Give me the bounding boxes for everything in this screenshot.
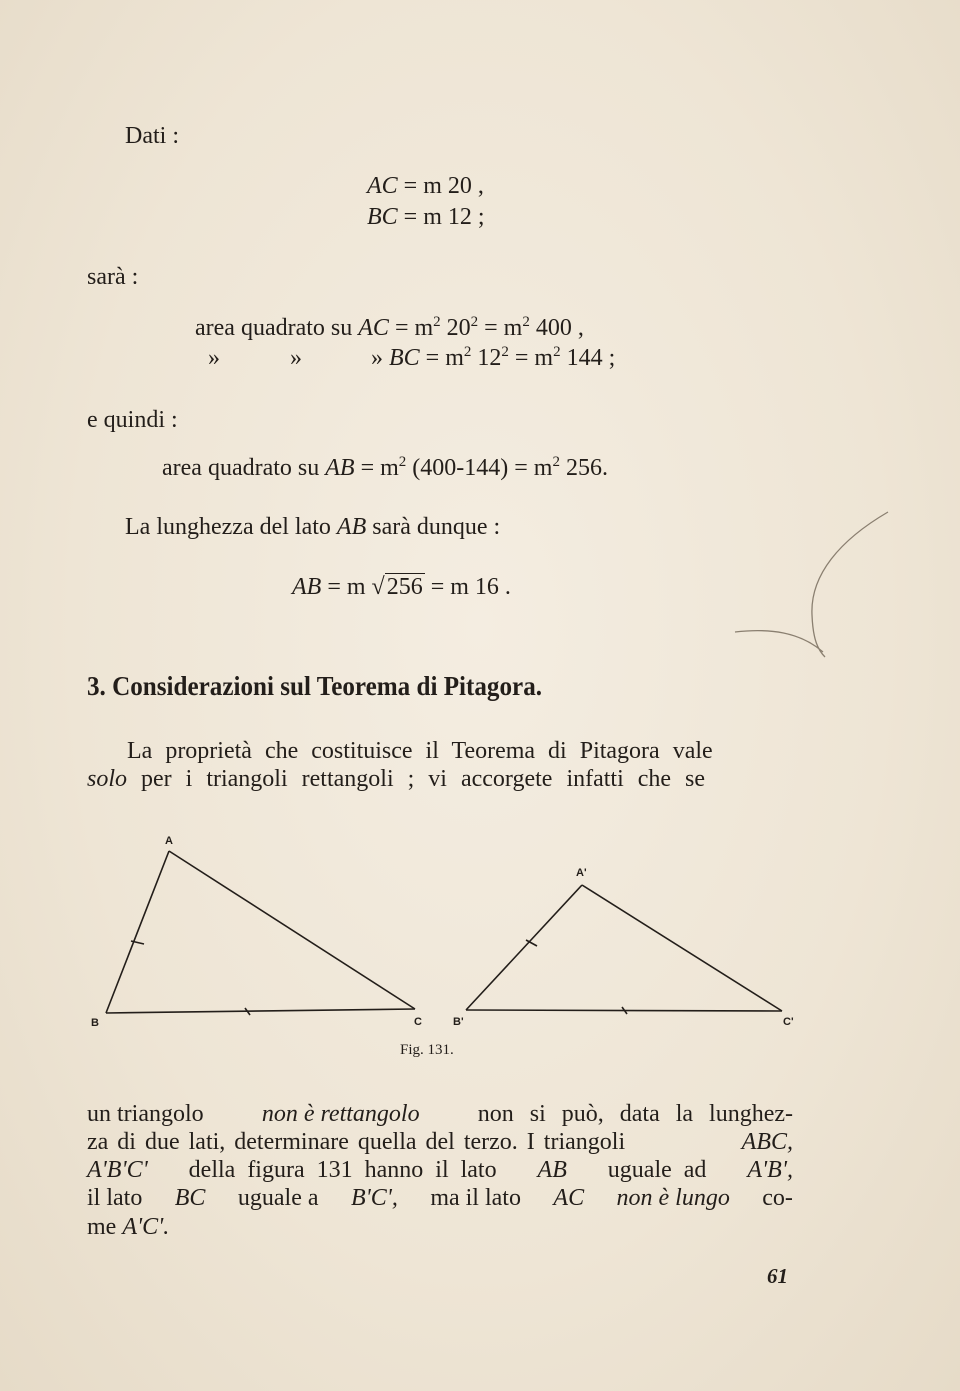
pencil-mark xyxy=(812,512,888,657)
para2-text: za di due lati, determinare quella del terzo. I triangoli xyxy=(87,1129,626,1155)
segment-ac: AC xyxy=(553,1185,585,1211)
para2-line2 xyxy=(87,1127,793,1157)
para2-text: uguale ad xyxy=(607,1157,707,1183)
vertex-label-c-prime: C' xyxy=(783,1016,794,1028)
vertex-label-b-prime: B' xyxy=(453,1016,464,1028)
vertex-label-b: B xyxy=(91,1017,99,1029)
segment-a-prime-b-prime: A'B', xyxy=(747,1157,793,1183)
area-ac-mid: 20 xyxy=(440,315,471,341)
area-ab-eq: = m xyxy=(360,455,399,481)
emphasis-non-e-lungo: non è lungo xyxy=(616,1185,730,1211)
emphasis-solo: solo xyxy=(87,766,128,792)
area-bc-mid: 12 xyxy=(471,345,502,371)
area-ac-eq: = m xyxy=(394,315,434,341)
para2-text: me xyxy=(87,1214,117,1240)
dati-label: Dati : xyxy=(125,123,179,149)
segment-a-prime-c-prime: A'C'. xyxy=(122,1214,170,1240)
para2-text: uguale a xyxy=(237,1185,319,1211)
lunghezza-text-2: sarà dunque : xyxy=(372,514,501,540)
given-ac-value: = m 20 , xyxy=(403,173,484,199)
segment-ab: AB xyxy=(537,1157,567,1183)
result-value: = m 16 . xyxy=(430,574,511,600)
para2-text: il lato xyxy=(87,1185,143,1211)
result-eq: = m xyxy=(327,574,366,600)
vertex-label-a: A xyxy=(165,835,173,847)
segment-bc: BC xyxy=(174,1185,206,1211)
segment-abc: ABC, xyxy=(741,1129,793,1155)
area-bc-end: = m xyxy=(508,345,554,371)
given-bc-value: = m 12 ; xyxy=(403,204,485,230)
exp: 2 xyxy=(553,344,561,360)
radical-sign-icon: √ xyxy=(371,574,385,600)
area-bc-segment: BC xyxy=(389,345,420,371)
sara-label: sarà : xyxy=(87,264,139,290)
ditto-mark-3: » xyxy=(371,345,383,371)
segment-a-prime-b-prime-c-prime: A'B'C' xyxy=(87,1157,148,1183)
side-a-prime-b-prime xyxy=(466,885,582,1010)
section-title: Considerazioni sul Teorema di Pitagora. xyxy=(112,671,543,701)
area-ac-segment: AC xyxy=(358,315,389,341)
exp: 2 xyxy=(463,344,472,360)
area-ac-prefix: area quadrato su xyxy=(195,315,353,341)
area-ab-segment: AB xyxy=(325,455,355,481)
para2-line1 xyxy=(87,1099,793,1129)
exp: 2 xyxy=(552,454,560,470)
ditto-mark-1: » xyxy=(208,345,220,371)
ditto-mark-2: » xyxy=(290,345,302,371)
lunghezza-segment: AB xyxy=(336,514,367,540)
pencil-mark-2 xyxy=(735,631,823,652)
area-ab-value: 256. xyxy=(559,455,608,481)
area-bc-eq: = m xyxy=(425,345,464,371)
area-ac-value: 400 , xyxy=(529,315,584,341)
figure-caption: Fig. 131. xyxy=(400,1042,454,1058)
para2-text: non si può, data la lunghez- xyxy=(477,1101,793,1127)
segment-bc: BC xyxy=(367,204,398,230)
side-ab xyxy=(106,851,169,1013)
area-ac-end: = m xyxy=(478,315,523,341)
vertex-label-a-prime: A' xyxy=(576,867,587,879)
area-bc-value: 144 ; xyxy=(560,345,616,371)
para2-line3 xyxy=(87,1155,793,1185)
vertex-label-c: C xyxy=(414,1016,422,1028)
page-number: 61 xyxy=(767,1264,788,1288)
segment-ac: AC xyxy=(367,173,398,199)
exp: 2 xyxy=(398,454,407,470)
triangle-abc xyxy=(106,851,415,1015)
side-bc xyxy=(106,1009,415,1013)
para2-text: co- xyxy=(762,1185,793,1211)
para2-text: un triangolo xyxy=(87,1101,204,1127)
para1-line1-text: La proprietà che costituisce il Teorema di Pitagora vale xyxy=(127,738,713,764)
emphasis-non-rettangolo: non è rettangolo xyxy=(261,1101,420,1127)
quindi-label: e quindi : xyxy=(87,407,178,433)
para2-line4 xyxy=(87,1183,793,1213)
area-ab-paren: (400-144) = m xyxy=(406,455,553,481)
para2-line5 xyxy=(87,1212,169,1242)
radicand: 256 xyxy=(386,574,423,600)
triangle-a-prime-b-prime-c-prime xyxy=(466,885,782,1014)
exp: 2 xyxy=(470,314,479,330)
exp: 2 xyxy=(501,344,509,360)
exp: 2 xyxy=(522,314,530,330)
side-a-prime-c-prime xyxy=(582,885,782,1011)
para1-line2-text: per i triangoli rettangoli ; vi accorgete infatti che se xyxy=(141,766,706,792)
area-ab-prefix: area quadrato su xyxy=(162,455,320,481)
result-segment: AB xyxy=(292,574,322,600)
segment-b-prime-c-prime: B'C', xyxy=(350,1185,398,1211)
exp: 2 xyxy=(433,314,441,330)
para2-text: ma il lato xyxy=(430,1185,521,1211)
section-number: 3. xyxy=(87,671,106,701)
lunghezza-text: La lunghezza del lato xyxy=(125,514,331,540)
para2-text: della figura 131 hanno il lato xyxy=(188,1157,497,1183)
side-ac xyxy=(169,851,415,1009)
